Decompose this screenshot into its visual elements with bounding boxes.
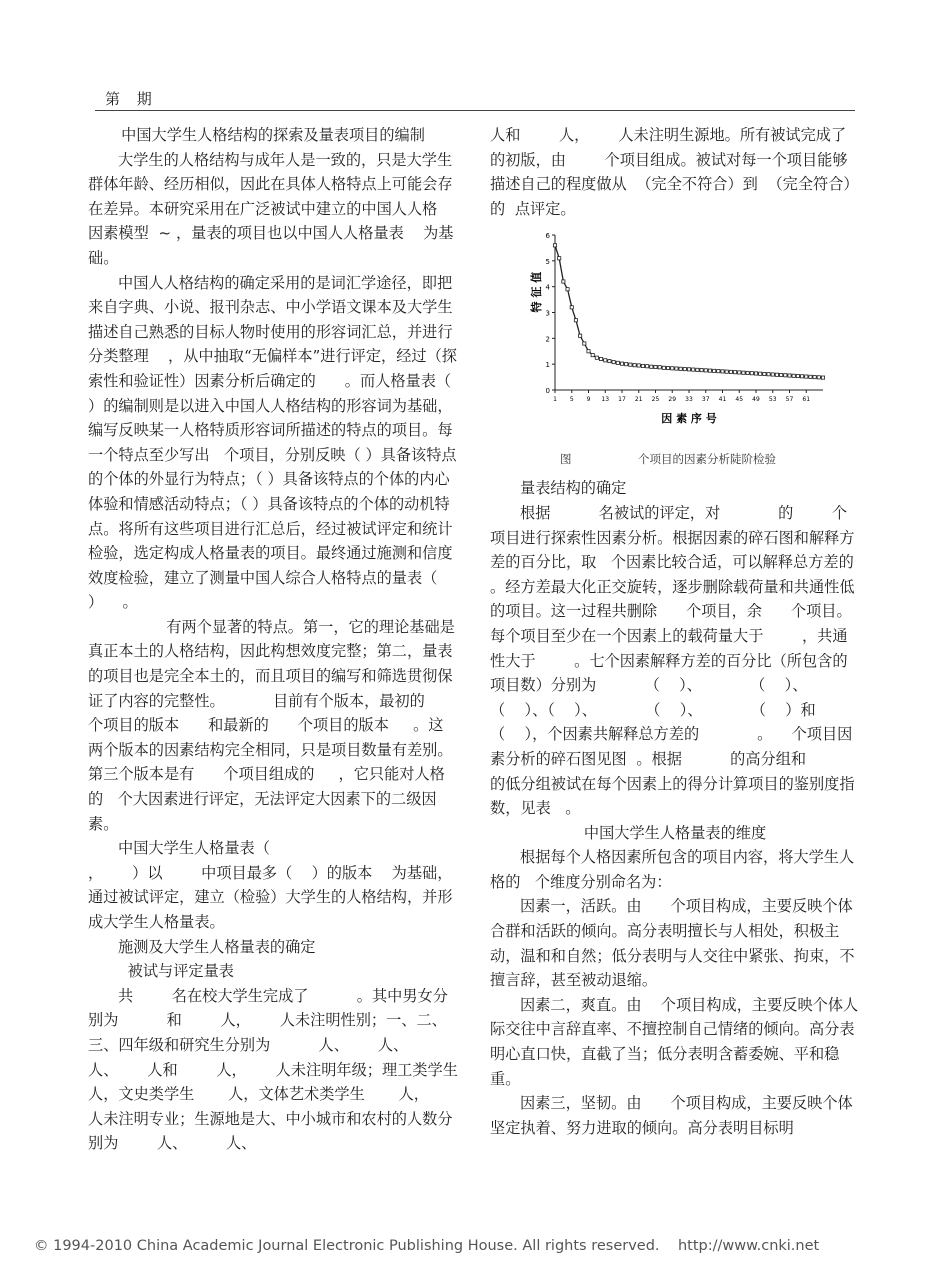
subsection-title: 被试与评定量表 xyxy=(118,962,234,981)
y-tick-label: 3 xyxy=(545,309,550,318)
y-tick-label: 1 xyxy=(545,361,550,370)
data-point xyxy=(641,365,644,368)
data-point xyxy=(742,371,745,374)
data-point xyxy=(654,366,657,369)
x-tick-label: 25 xyxy=(651,396,660,404)
data-point xyxy=(750,372,753,375)
data-point xyxy=(679,368,682,371)
y-tick-label: 5 xyxy=(545,258,550,267)
copyright-footer: © 1994-2010 China Academic Journal Electronic Publishing House. All rights reserved. http://www.cnki.net xyxy=(34,1238,820,1254)
subsection-title: 量表结构的确定 xyxy=(520,479,627,498)
data-point xyxy=(805,375,808,378)
data-point xyxy=(599,358,602,361)
data-point xyxy=(754,372,757,375)
data-point xyxy=(767,373,770,376)
data-point xyxy=(666,367,669,370)
scree-plot xyxy=(490,227,860,452)
data-point xyxy=(595,356,598,359)
x-tick-label: 13 xyxy=(601,396,610,404)
data-point xyxy=(696,369,699,372)
data-point xyxy=(675,367,678,370)
data-point xyxy=(658,366,661,369)
data-point xyxy=(792,375,795,378)
paragraph: 共 名在校大学生完成了 。其中男女分别为 和 人， 人未注明性别；一、二、三、四年级和研究生分别为 人、 人、 人、 人和 人， 人未注明年级；理工类学生 人，文史类学生 人，文体艺术类学生 人， 人未注明专业；生源地是大、中小城市和农村的人数分别为 人、 人、 xyxy=(88,986,492,1153)
x-tick-label: 45 xyxy=(735,396,744,404)
section-title: 施测及大学生人格量表的确定 xyxy=(118,937,316,956)
data-point xyxy=(662,367,665,370)
paragraph: 大学生的人格结构与成年人是一致的，只是大学生群体年龄、经历相似，因此在具体人格特点上可能会存在差异。本研究采用在广泛被试中建立的中国人人格 因素模型 ~ ，量表的项目也以中国人人格量表 为基础。 xyxy=(88,150,454,267)
data-point xyxy=(566,288,569,291)
paragraph: 因素二，爽直。由 个项目构成，主要反映个体人际交往中言辞直率、不擅控制自己情绪的倾向。高分表明心直口快，直截了当；低分表明含蓄委婉、平和稳重。 xyxy=(490,995,859,1088)
y-tick-label: 4 xyxy=(545,284,550,293)
data-point xyxy=(708,369,711,372)
figure-caption-text: 个项目的因素分析陡阶检验 xyxy=(638,452,776,467)
data-point xyxy=(704,369,707,372)
left-column xyxy=(88,123,492,1156)
x-tick-label: 49 xyxy=(752,396,760,404)
data-point xyxy=(579,335,582,338)
data-point xyxy=(817,376,820,379)
scree-plot-figure xyxy=(490,227,860,472)
data-point xyxy=(763,373,766,376)
data-point xyxy=(729,371,732,374)
data-point xyxy=(771,373,774,376)
data-point xyxy=(650,366,653,369)
data-point xyxy=(616,362,619,365)
data-point xyxy=(713,370,716,373)
data-point xyxy=(608,360,611,363)
paragraph: 因素一，活跃。由 个项目构成，主要反映个体合群和活跃的倾向。高分表明擅长与人相处，积极主动，温和和自然；低分表明与人交往中紧张、拘束，不擅言辞，甚至被动退缩。 xyxy=(490,897,855,990)
paragraph: 人和 人， 人未注明生源地。所有被试完成了 的初版，由 个项目组成。被试对每一个项目能够描述自己的程度做从 （完全不符合）到 （完全符合）的 点评定。 xyxy=(490,126,895,218)
paragraph: 有两个显著的特点。第一，它的理论基础是真正本土的人格结构，因此构想效度完整；第二，量表的项目也是完全本土的，而且项目的编写和筛选贯彻保证了内容的完整性。 目前有个版本，最初的 个项目的版本 和最新的 个项目的版本 。这两个版本的因素结构完全相同，只是项目数量有差别。第三个版本是有 个项目组成的 ，它只能对人格的 个大因素进行评定，无法评定大因素下的二级因素。 xyxy=(88,617,455,833)
x-tick-label: 61 xyxy=(802,396,811,404)
data-point xyxy=(637,364,640,367)
data-point xyxy=(625,363,628,366)
x-tick-label: 33 xyxy=(685,396,693,404)
x-tick-label: 37 xyxy=(701,396,710,404)
data-point xyxy=(574,319,577,322)
x-tick-label: 53 xyxy=(768,396,777,404)
x-tick-label: 41 xyxy=(718,396,727,404)
data-point xyxy=(629,363,632,366)
data-point xyxy=(633,364,636,367)
data-point xyxy=(558,257,561,260)
x-tick-label: 21 xyxy=(634,396,643,404)
right-column xyxy=(490,123,912,1140)
data-point xyxy=(784,374,787,377)
section-title: 中国大学生人格量表的维度 xyxy=(583,823,767,842)
data-point xyxy=(725,370,728,373)
section-title: 中国大学生人格结构的探索及量表项目的编制 xyxy=(121,126,425,144)
data-point xyxy=(775,374,778,377)
data-point xyxy=(591,354,594,357)
data-point xyxy=(671,367,674,370)
x-tick-label: 57 xyxy=(785,396,794,404)
x-tick-label: 5 xyxy=(569,396,574,404)
x-axis-label: 因 素 序 号 xyxy=(661,412,717,426)
x-tick-label: 9 xyxy=(586,396,591,404)
x-tick-label: 29 xyxy=(668,396,677,404)
y-tick-label: 2 xyxy=(545,335,550,344)
data-point xyxy=(813,376,816,379)
data-point xyxy=(780,374,783,377)
data-point xyxy=(746,372,749,375)
data-point xyxy=(562,280,565,283)
paragraph: 中国大学生人格量表（ ， ）以 中项目最多（ ）的版本 为基础，通过被试评定，建立（检验）大学生的人格结构，并形成大学生人格量表。 xyxy=(88,839,463,931)
data-point xyxy=(721,370,724,373)
data-point xyxy=(683,368,686,371)
data-point xyxy=(604,359,607,362)
data-point xyxy=(821,376,824,379)
data-point xyxy=(646,365,649,368)
data-point xyxy=(570,306,573,309)
x-tick-label: 17 xyxy=(618,396,626,404)
data-point xyxy=(788,374,791,377)
y-tick-label: 0 xyxy=(545,387,550,396)
data-point xyxy=(759,373,762,376)
header-rule xyxy=(95,110,855,111)
data-point xyxy=(738,371,741,374)
y-tick-label: 6 xyxy=(545,232,550,241)
data-point xyxy=(583,342,586,345)
x-tick-label: 1 xyxy=(553,396,557,404)
paragraph: 根据 名被试的评定，对 的 个项目进行探索性因素分析。根据因素的碎石图和解释方差的百分比，取 个因素比较合适，可以解释总方差的 。经方差最大化正交旋转，逐步删除载荷量和共通性低的项目。这一过程共删除 个项目，余 个项目。每个项目至少在一个因素上的载荷量大于 ，共通性大于 。七个因素解释方差的百分比（所包含的项目数）分别为 （ ）、 （ ）、 （ ）、（ ）、 （ ）、 （ ）和 （ ），个因素共解释总方差的 。 个项目因素分析的碎石图见图 。根据 的高分组和 的低分组被试在每个因素上的得分计算项目的鉴别度指数，见表 。 xyxy=(490,503,912,818)
data-point xyxy=(700,369,703,372)
paragraph: 根据每个人格因素所包含的项目内容，将大学生人格的 个维度分别命名为： xyxy=(490,848,855,891)
data-point xyxy=(587,350,590,353)
figure-label: 图 xyxy=(560,452,572,467)
paragraph: 中国人人格结构的确定采用的是词汇学途径，即把来自字典、小说、报刊杂志、中小学语文课本及大学生描述自己熟悉的目标人物时使用的形容词汇总，并进行分类整理 ，从中抽取“无偏样本”进行评定，经过（探索性和验证性）因素分析后确定的 。而人格量表（ ）的编制则是以进入中国人人格结构的形容词为基础，编写反映某一人格特质形容词所描述的特点的项目。每一个特点至少写出 个项目，分别反映（ ）具备该特点的个体的外显行为特点；（ ）具备该特点的个体的内心体验和情感活动特点；（ ）具备该特点的个体的动机特点。将所有这些项目进行汇总后，经过被试评定和统计检验，选定构成人格量表的项目。最终通过施测和信度效度检验，建立了测量中国人综合人格特点的量表（ ） 。 xyxy=(88,273,485,612)
data-point xyxy=(553,244,556,247)
data-point xyxy=(692,368,695,371)
page-header: 第 期 xyxy=(105,90,158,108)
data-point xyxy=(620,362,623,365)
data-point xyxy=(687,368,690,371)
data-point xyxy=(796,375,799,378)
data-point xyxy=(733,371,736,374)
data-point xyxy=(717,370,720,373)
paragraph: 因素三，坚韧。由 个项目构成，主要反映个体坚定执着、努力进取的倾向。高分表明目标明 xyxy=(490,1094,853,1137)
data-point xyxy=(612,361,615,364)
data-point xyxy=(800,375,803,378)
y-axis-label: 特 征 值 xyxy=(530,272,543,313)
data-point xyxy=(809,376,812,379)
